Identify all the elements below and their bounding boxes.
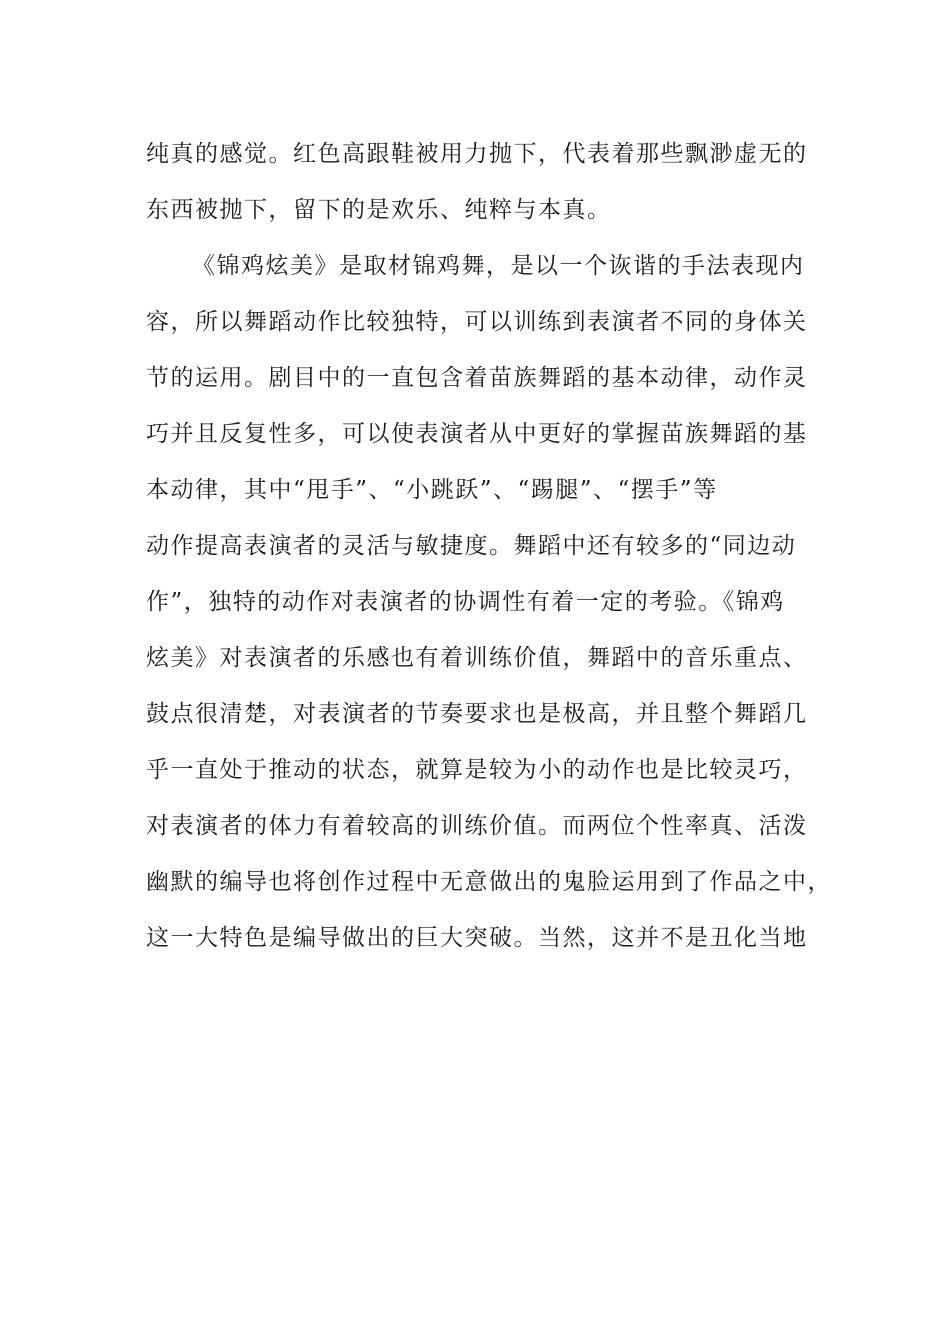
text-line: 幽默的编导也将创作过程中无意做出的鬼脸运用到了作品之中， <box>146 869 832 895</box>
text-line: 乎一直处于推动的状态，就算是较为小的动作也是比较灵巧， <box>146 757 808 783</box>
text-line: 节的运用。剧目中的一直包含着苗族舞蹈的基本动律，动作灵 <box>146 365 808 391</box>
body-text <box>146 126 832 966</box>
text-line: 作”，独特的动作对表演者的协调性有着一定的考验。《锦鸡 <box>146 589 785 615</box>
text-line: 这一大特色是编导做出的巨大突破。当然，这并不是丑化当地 <box>146 925 808 951</box>
text-line: 巧并且反复性多，可以使表演者从中更好的掌握苗族舞蹈的基 <box>146 421 808 447</box>
text-line: 鼓点很清楚，对表演者的节奏要求也是极高，并且整个舞蹈几 <box>146 701 808 727</box>
text-line: 容，所以舞蹈动作比较独特，可以训练到表演者不同的身体关 <box>146 309 808 335</box>
text-line: 炫美》对表演者的乐感也有着训练价值，舞蹈中的音乐重点、 <box>146 645 808 671</box>
text-line: 动作提高表演者的灵活与敏捷度。舞蹈中还有较多的“同边动 <box>146 533 797 559</box>
text-line: 纯真的感觉。红色高跟鞋被用力抛下，代表着那些飘渺虚无的 <box>146 141 808 167</box>
paragraph-first-line: 《锦鸡炫美》是取材锦鸡舞，是以一个诙谐的手法表现内 <box>192 253 805 279</box>
text-line: 对表演者的体力有着较高的训练价值。而两位个性率真、活泼 <box>146 813 808 839</box>
text-line: 东西被抛下，留下的是欢乐、纯粹与本真。 <box>146 197 612 223</box>
text-line: 本动律，其中“甩手”、“小跳跃”、“踢腿”、“摆手”等 <box>146 477 718 503</box>
